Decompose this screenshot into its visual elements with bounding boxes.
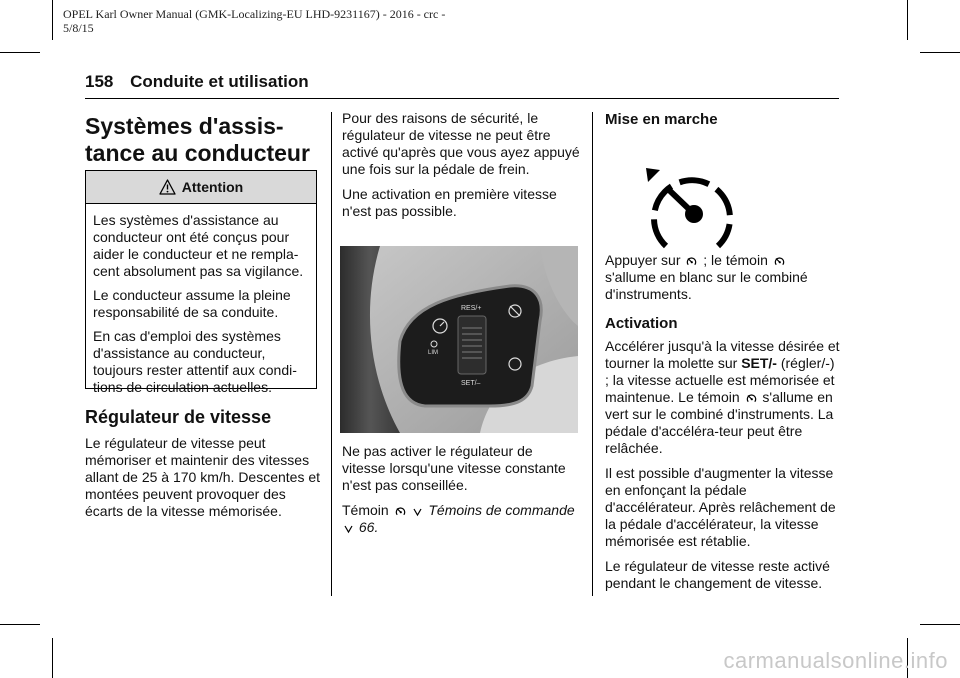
crop-mark: [52, 0, 53, 40]
section-title: Conduite et utilisation: [130, 72, 309, 91]
right-column: [605, 111, 841, 600]
temoin-reference: [342, 502, 580, 536]
crop-mark: [907, 0, 908, 40]
cruise-control-icon: [395, 506, 406, 517]
middle-column: [342, 110, 580, 228]
attention-paragraph: En cas d'emploi des systèmes d'assistance au conducteur, toujours rester attentif aux condi-tions de circulation actuelles.: [93, 328, 297, 395]
page-reference-icon: [344, 524, 353, 534]
cruise-control-icon: [774, 256, 785, 267]
first-gear-paragraph: Une activation en première vitesse n'est pas possible.: [342, 186, 557, 219]
crop-mark: [920, 52, 960, 53]
gear-change-paragraph: Le régulateur de vitesse reste activé pendant le changement de vitesse.: [605, 558, 830, 591]
print-meta-line: 5/8/15: [63, 21, 94, 35]
crop-mark: [920, 624, 960, 625]
middle-column-lower: [342, 443, 580, 544]
attention-box: [85, 170, 317, 395]
accelerate-paragraph: Il est possible d'augmenter la vitesse en enfonçant la pédale d'accélérateur. Après relâchement de la pédale d'accélérateur, la vitesse mémorisée est rétablie.: [605, 465, 836, 549]
safety-paragraph: Pour des raisons de sécurité, le régulateur de vitesse ne peut être activé qu'après que vous ayez appuyé une fois sur la pédale de frein.: [342, 110, 580, 177]
attention-paragraph: Les systèmes d'assistance au conducteur ont été conçus pour aider le conducteur et ne rempla-cent absolument pas sa vigilance.: [93, 212, 304, 279]
chapter-title: [85, 113, 321, 167]
page-header: [85, 72, 309, 92]
activation-paragraph: [605, 338, 841, 457]
activation-text-part: (régler/-) ; la vitesse actuelle est mémorisée et maintenue. Le témoin: [605, 355, 835, 405]
activation-heading: Activation: [605, 315, 678, 332]
activation-text-part: Accélérer jusqu'à la vitesse désirée et tourner la molette sur: [605, 338, 840, 371]
lim-label: LIM: [428, 350, 439, 356]
cruise-control-icon: [746, 393, 757, 404]
crop-mark: [0, 624, 40, 625]
set-minus-label: SET/-: [741, 355, 777, 371]
crop-mark: [0, 52, 40, 53]
page-number: 158: [85, 72, 114, 91]
res-label: RES/+: [461, 305, 482, 312]
column-divider: [592, 112, 593, 596]
attention-header: [86, 171, 316, 204]
mise-text-part: ; le témoin: [703, 252, 768, 268]
cruise-control-icon: [686, 256, 697, 267]
attention-paragraph: Le conducteur assume la pleine responsabilité de sa conduite.: [93, 287, 291, 320]
cruise-button-illustration: [605, 128, 841, 236]
temoin-label: Témoin: [342, 502, 389, 518]
steering-wheel-image: [340, 246, 578, 433]
watermark: carmanualsonline.info: [723, 648, 948, 673]
temoin-reference-title: Témoins de commande: [428, 502, 575, 518]
activation-text-part: s'allume en vert sur le combiné d'instruments. La pédale d'accéléra-teur peut être relâchée.: [605, 389, 834, 456]
left-column: [85, 113, 321, 167]
header-rule: [85, 98, 839, 99]
column-divider: [331, 112, 332, 596]
attention-body: [86, 204, 316, 396]
chapter-title-line: Systèmes d'assis-: [85, 113, 284, 139]
mise-en-marche-text: [605, 252, 841, 303]
print-meta-line: OPEL Karl Owner Manual (GMK-Localizing-EU LHD-9231167) - 2016 - crc -: [63, 7, 446, 21]
cruise-control-button-icon: [646, 168, 738, 252]
chapter-title-line: tance au conducteur: [85, 140, 310, 166]
attention-label: Attention: [181, 179, 244, 195]
mise-text-part: s'allume en blanc sur le combiné d'instruments.: [605, 269, 808, 302]
mise-text-part: Appuyer sur: [605, 252, 681, 268]
page-reference-icon: [413, 507, 422, 517]
cruise-heading: Régulateur de vitesse: [85, 407, 272, 427]
set-label: SET/–: [461, 380, 481, 387]
crop-mark: [52, 638, 53, 678]
steering-wheel-illustration: [340, 246, 578, 433]
temoin-reference-page: 66.: [358, 519, 379, 535]
warning-paragraph: Ne pas activer le régulateur de vitesse lorsqu'une vitesse constante n'est pas conseillée.: [342, 443, 566, 493]
warning-icon: [159, 179, 176, 195]
cruise-section: [85, 409, 321, 528]
cruise-intro: Le régulateur de vitesse peut mémoriser et maintenir des vitesses allant de 25 à 170 km/h. Descentes et montées peuvent provoquer des écarts de la vitesse mémorisée.: [85, 435, 321, 519]
mise-en-marche-heading: Mise en marche: [605, 111, 718, 128]
print-meta: [63, 7, 445, 35]
